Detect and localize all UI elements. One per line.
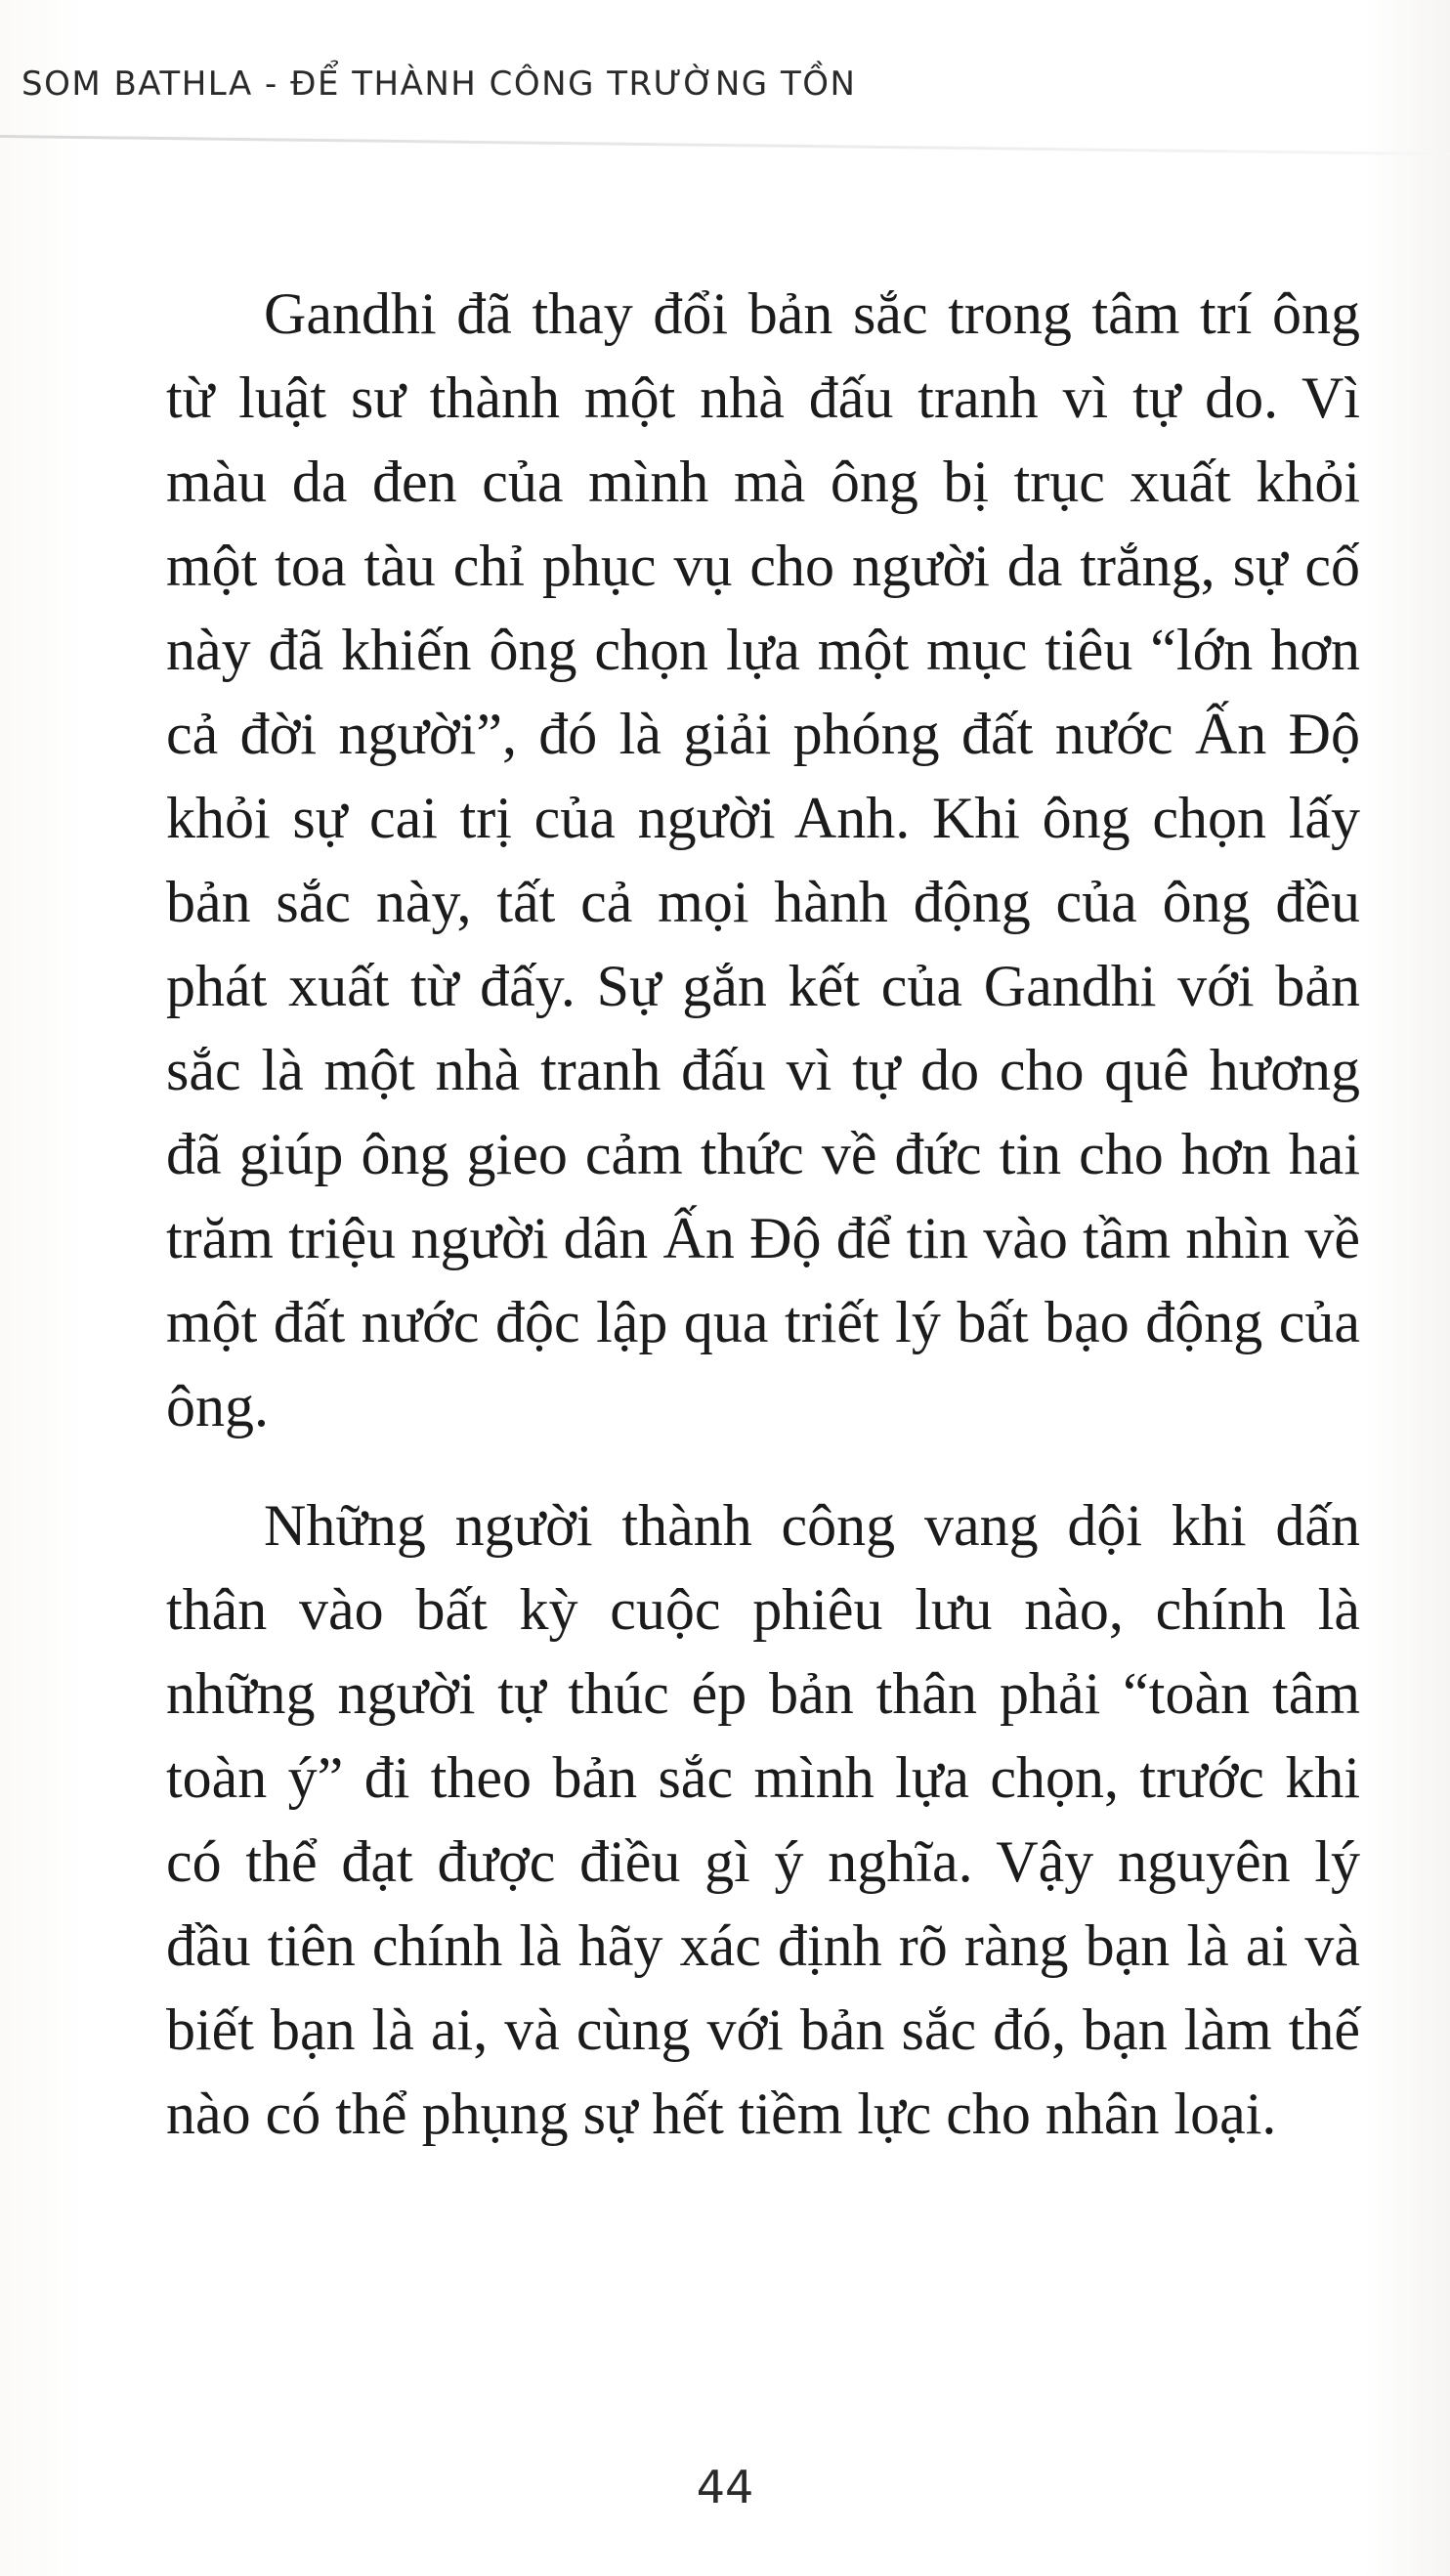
paragraph-gandhi: Gandhi đã thay đổi bản sắc trong tâm trí ông từ luật sư thành một nhà đấu tranh vì tự do. Vì màu da đen của mình mà ông bị trục xuất khỏi một toa tàu chỉ phục vụ cho người da trắng, sự cố này đã khiến ông chọn lựa một mục tiêu “lớn hơn cả đời người”, đó là giải phóng đất nước Ấn Độ khỏi sự cai trị của người Anh. Khi ông chọn lấy bản sắc này, tất cả mọi hành động của ông đều phát xuất từ đấy. Sự gắn kết của Gandhi với bản sắc là một nhà tranh đấu vì tự do cho quê hương đã giúp ông gieo cảm thức về đức tin cho hơn hai trăm triệu người dân Ấn Độ để tin vào tầm nhìn về một đất nước độc lập qua triết lý bất bạo động của ông. [166, 281, 1360, 1438]
header-divider [0, 135, 1450, 155]
body-text [166, 272, 1360, 2156]
paragraph-successful-people: Những người thành công vang dội khi dấn thân vào bất kỳ cuộc phiêu lưu nào, chính là những người tự thúc ép bản thân phải “toàn tâm toàn ý” đi theo bản sắc mình lựa chọn, trước khi có thể đạt được điều gì ý nghĩa. Vậy nguyên lý đầu tiên chính là hãy xác định rõ ràng bạn là ai và biết bạn là ai, và cùng với bản sắc đó, bạn làm thế nào có thể phụng sự hết tiềm lực cho nhân loại. [166, 1493, 1360, 2146]
page-number: 44 [696, 2461, 754, 2513]
running-header: SOM BATHLA - ĐỂ THÀNH CÔNG TRƯỜNG TỒN [21, 64, 857, 104]
